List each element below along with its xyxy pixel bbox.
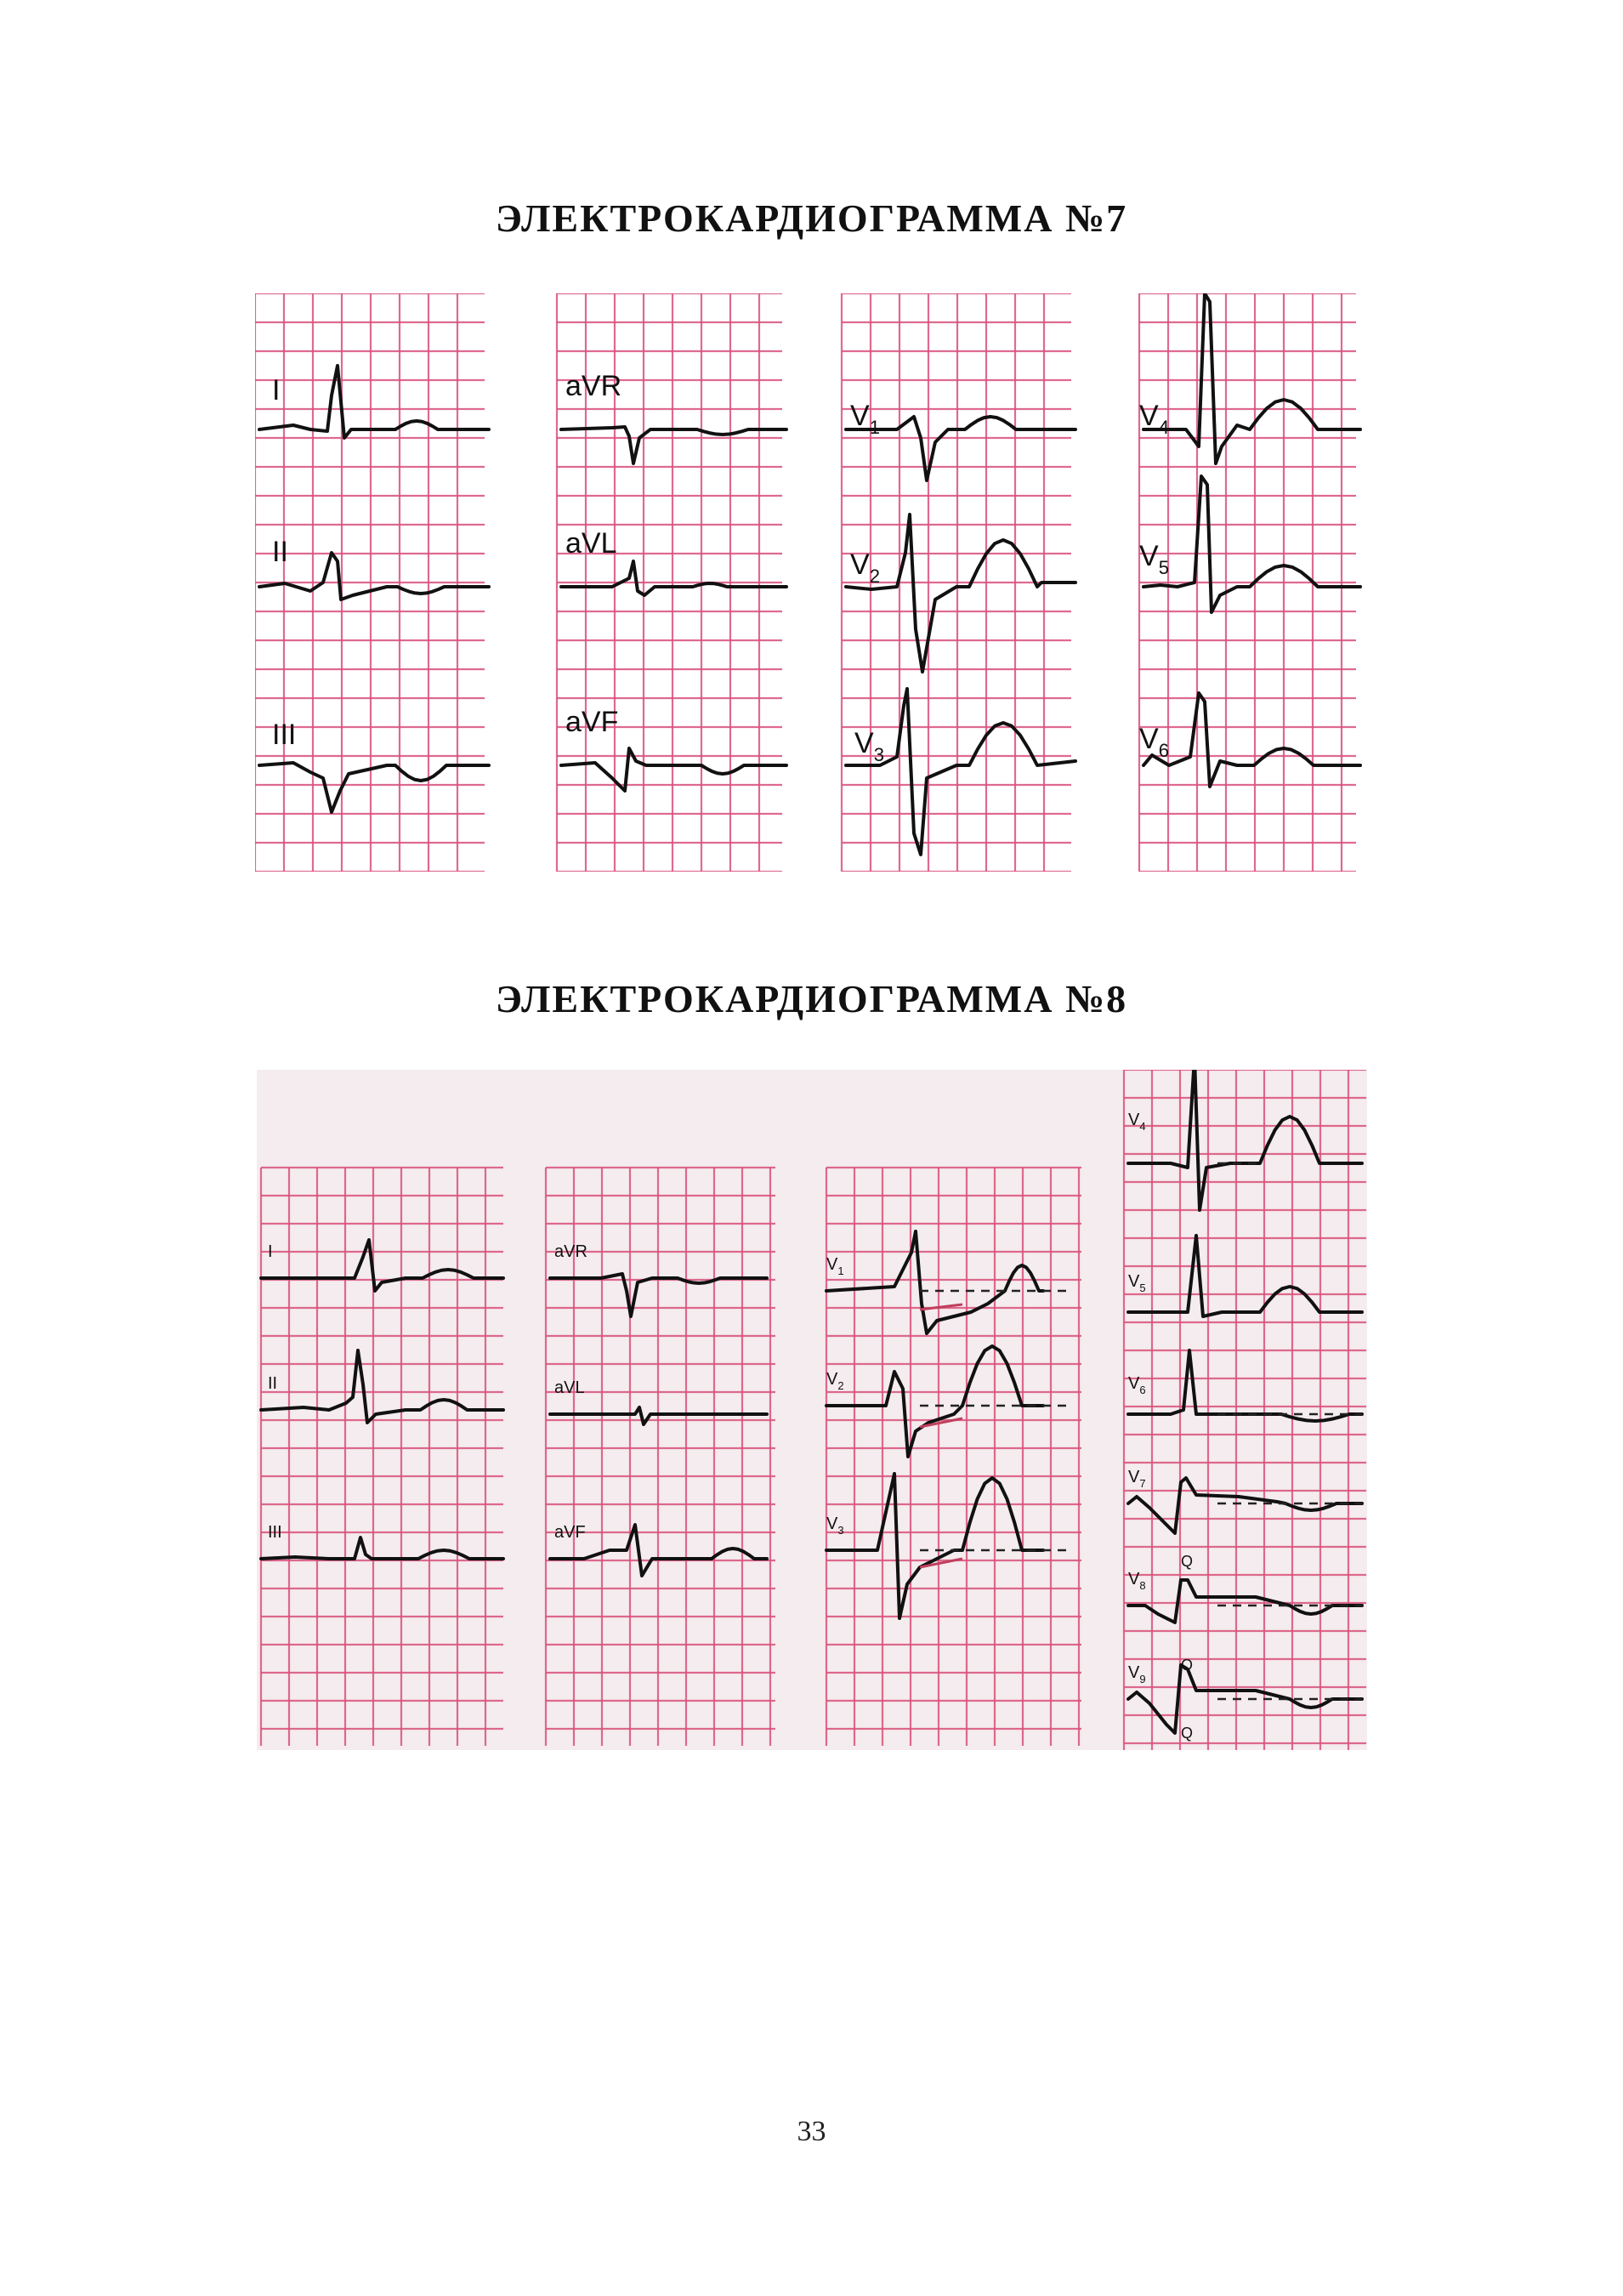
ecg7-label-lead-3: III: [272, 719, 297, 751]
ecg7-grid-col1: [255, 293, 485, 872]
ecg8-label-lead-14: $V_8$: [1128, 1570, 1146, 1592]
ecg8-label-lead-9: $V_3$: [826, 1515, 844, 1537]
ecg8-label-lead-4: aVR: [554, 1242, 587, 1261]
ecg7-trace-lead-9: [846, 689, 1075, 855]
ecg7-label-lead-9: $V_3$: [854, 727, 884, 766]
ecg7-label-lead-8: $V_2$: [850, 548, 880, 588]
ecg8-title: ЭЛЕКТРОКАРДИОГРАММА №8: [495, 977, 1128, 1020]
ecg7-trace-lead-8: [846, 514, 1075, 672]
ecg8-label-lead-10: $V_4$: [1128, 1111, 1146, 1133]
ecg7-label-lead-2: II: [272, 536, 288, 568]
ecg8-figure: [257, 1070, 1367, 1750]
ecg8-label-lead-11: $V_5$: [1128, 1272, 1146, 1294]
ecg7-trace-lead-3: [259, 763, 489, 812]
ecg7-trace-lead-5: [561, 561, 786, 595]
ecg8-label-lead-8: $V_2$: [826, 1370, 844, 1392]
ecg7-title: ЭЛЕКТРОКАРДИОГРАММА №7: [495, 196, 1128, 240]
ecg7-label-lead-4: aVR: [565, 370, 622, 402]
ecg8-label-lead-13: $V_7$: [1128, 1468, 1146, 1490]
ecg8-label-lead-2: II: [268, 1374, 278, 1393]
ecg8-label-lead-7: $V_1$: [826, 1255, 844, 1277]
ecg7-trace-lead-2: [259, 553, 489, 600]
ecg7-label-lead-11: $V_5$: [1139, 540, 1169, 579]
ecg7-label-lead-1: I: [272, 374, 281, 406]
ecg8-label-lead-12: $V_6$: [1128, 1374, 1146, 1396]
ecg8-q-wave-label: Q: [1181, 1553, 1194, 1570]
ecg7-label-lead-7: $V_1$: [850, 400, 880, 439]
ecg7-trace-lead-4: [561, 427, 786, 463]
ecg7-trace-lead-7: [846, 417, 1075, 480]
ecg8-label-lead-1: I: [268, 1242, 273, 1261]
ecg8-label-lead-3: III: [268, 1523, 282, 1542]
ecg8-label-lead-5: aVL: [554, 1378, 585, 1397]
ecg8-q-wave-label: Q: [1181, 1657, 1194, 1674]
ecg7-trace-lead-1: [259, 366, 489, 438]
ecg7-label-lead-12: $V_6$: [1139, 723, 1169, 762]
ecg8-label-lead-15: $V_9$: [1128, 1663, 1146, 1685]
ecg7-grid-col4: [1139, 293, 1356, 872]
page-number: 33: [797, 2116, 826, 2147]
ecg7-figure: [255, 293, 1369, 872]
ecg7-trace-lead-12: [1143, 693, 1360, 787]
ecg7-label-lead-6: aVF: [565, 706, 619, 738]
ecg7-label-lead-5: aVL: [565, 527, 617, 560]
ecg8-tracings: [257, 1070, 1367, 1750]
ecg8-label-lead-6: aVF: [554, 1523, 586, 1542]
ecg8-q-wave-label: Q: [1181, 1725, 1194, 1742]
ecg7-tracings: [255, 293, 1369, 872]
ecg7-label-lead-10: $V_4$: [1139, 400, 1169, 439]
